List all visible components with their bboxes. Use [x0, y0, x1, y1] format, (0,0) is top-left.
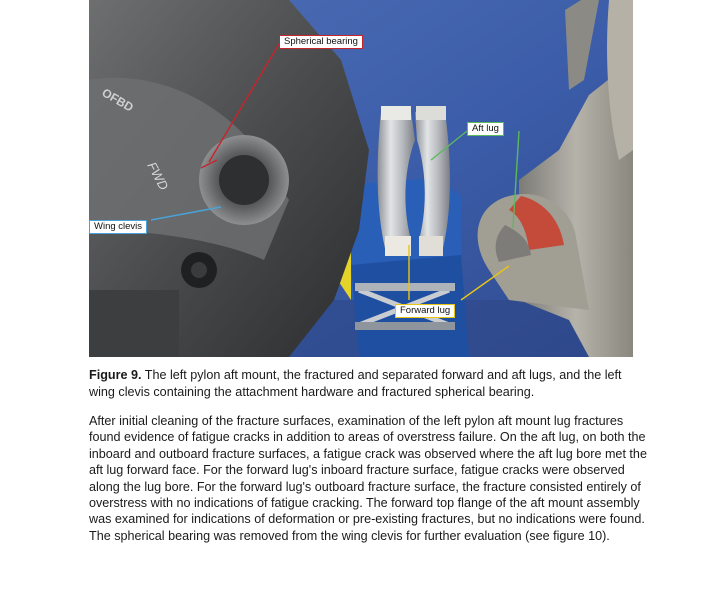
aft-lug-callout: Aft lug — [467, 122, 504, 136]
wing-clevis-callout: Wing clevis — [89, 220, 147, 234]
figure-caption — [89, 367, 649, 400]
figure-caption-text: The left pylon aft mount, the fractured and separated forward and aft lugs, and the left wing clevis containing the attachment hardware and fractured spherical bearing. — [89, 368, 622, 399]
figure-photo — [89, 0, 633, 357]
fwd-marking: FWD — [144, 159, 172, 193]
body-paragraph: After initial cleaning of the fracture surfaces, examination of the left pylon aft mount lug fractures found evidence of fatigue cracks in addition to areas of overstress failure. On the aft lug, on both the inboard and outboard fracture surfaces, a fatigue crack was observed where the aft lug bore met the aft lug forward face. For the forward lug's inboard fracture surface, fatigue cracks were observed along the lug bore. For the forward lug's outboard fracture surface, the fracture consisted entirely of overstress with no indications of fatigue cracking. The forward top flange of the aft mount assembly was examined for indications of deformation or pre-existing fractures, but no indications were found. The spherical bearing was removed from the wing clevis for further evaluation (see figure 10). — [89, 414, 647, 543]
ofbd-marking: OFBD — [99, 85, 136, 115]
forward-lug-callout: Forward lug — [395, 304, 455, 318]
photo-illustration — [89, 0, 633, 357]
figure-label: Figure 9. — [89, 368, 142, 382]
spherical-bearing-callout: Spherical bearing — [279, 35, 363, 49]
